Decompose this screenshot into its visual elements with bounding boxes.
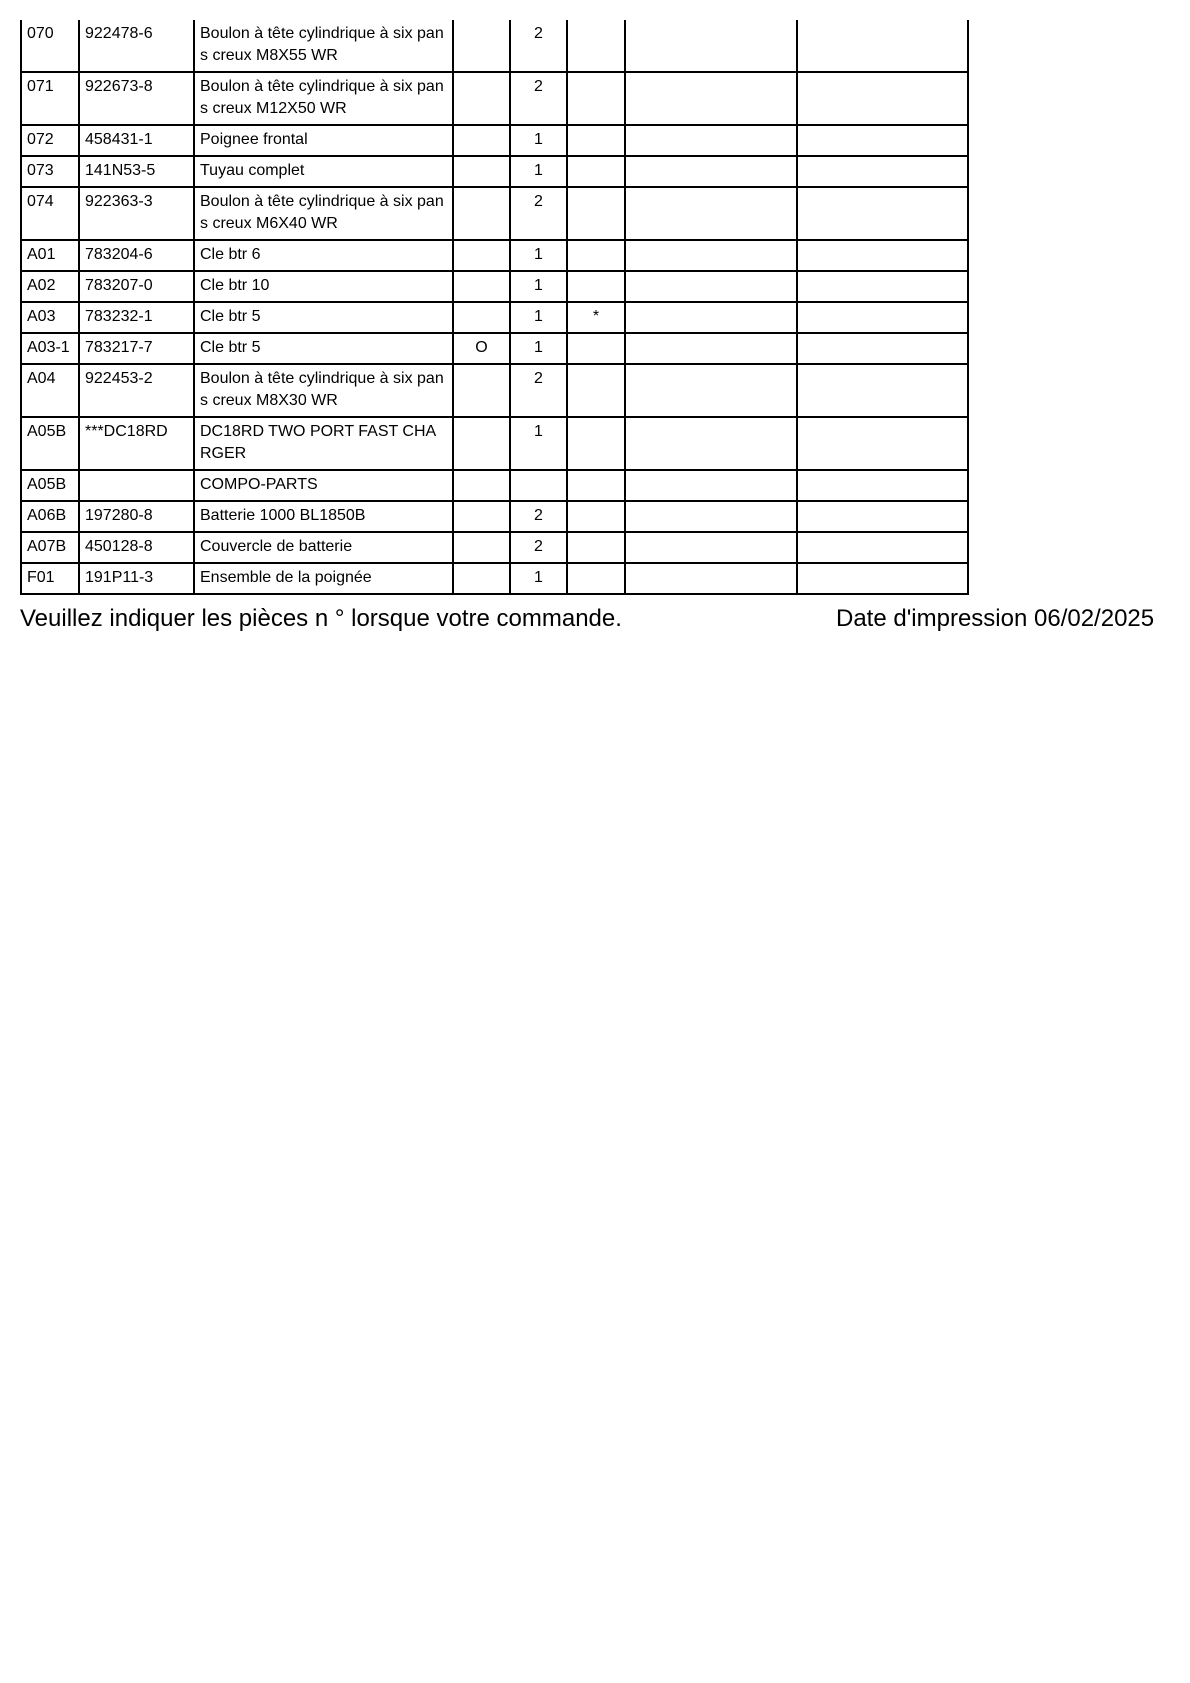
quantity-cell: 2 <box>510 532 567 563</box>
quantity-cell: 1 <box>510 240 567 271</box>
empty-cell <box>625 302 797 333</box>
reference-cell: 783207-0 <box>79 271 194 302</box>
table-row <box>21 187 968 240</box>
table-row <box>21 364 968 417</box>
table-row <box>21 302 968 333</box>
mark-cell <box>453 501 510 532</box>
description-cell: Tuyau complet <box>194 156 453 187</box>
note-cell <box>567 563 625 594</box>
empty-cell <box>625 187 797 240</box>
part-number-cell: 073 <box>21 156 79 187</box>
parts-table-body <box>21 20 968 594</box>
part-number-cell: A01 <box>21 240 79 271</box>
mark-cell <box>453 156 510 187</box>
mark-cell <box>453 20 510 72</box>
quantity-cell: 2 <box>510 501 567 532</box>
description-cell: Cle btr 10 <box>194 271 453 302</box>
part-number-cell: 071 <box>21 72 79 125</box>
part-number-cell: A06B <box>21 501 79 532</box>
description-cell: Batterie 1000 BL1850B <box>194 501 453 532</box>
description-cell: Boulon à tête cylindrique à six pans creux M6X40 WR <box>194 187 453 240</box>
description-cell: Poignee frontal <box>194 125 453 156</box>
empty-cell <box>625 417 797 470</box>
part-number-cell: 072 <box>21 125 79 156</box>
mark-cell <box>453 532 510 563</box>
empty-cell <box>797 563 968 594</box>
mark-cell <box>453 417 510 470</box>
note-cell <box>567 156 625 187</box>
empty-cell <box>625 156 797 187</box>
quantity-cell: 1 <box>510 417 567 470</box>
description-cell: Cle btr 5 <box>194 302 453 333</box>
note-cell <box>567 470 625 501</box>
note-cell <box>567 417 625 470</box>
reference-cell: 783217-7 <box>79 333 194 364</box>
empty-cell <box>797 364 968 417</box>
reference-cell: 922673-8 <box>79 72 194 125</box>
empty-cell <box>797 501 968 532</box>
reference-cell: 922363-3 <box>79 187 194 240</box>
note-cell <box>567 125 625 156</box>
description-cell: Cle btr 5 <box>194 333 453 364</box>
empty-cell <box>625 271 797 302</box>
print-date: Date d'impression 06/02/2025 <box>836 605 1155 632</box>
part-number-cell: A05B <box>21 470 79 501</box>
reference-cell: 783232-1 <box>79 302 194 333</box>
empty-cell <box>625 532 797 563</box>
quantity-cell: 1 <box>510 156 567 187</box>
reference-cell: 458431-1 <box>79 125 194 156</box>
empty-cell <box>797 72 968 125</box>
part-number-cell: A02 <box>21 271 79 302</box>
note-cell <box>567 364 625 417</box>
reference-cell: 191P11-3 <box>79 563 194 594</box>
empty-cell <box>625 125 797 156</box>
mark-cell <box>453 302 510 333</box>
empty-cell <box>797 417 968 470</box>
empty-cell <box>625 364 797 417</box>
quantity-cell: 2 <box>510 187 567 240</box>
description-cell: Couvercle de batterie <box>194 532 453 563</box>
part-number-cell: 074 <box>21 187 79 240</box>
note-cell <box>567 72 625 125</box>
table-row <box>21 532 968 563</box>
empty-cell <box>797 271 968 302</box>
empty-cell <box>797 187 968 240</box>
quantity-cell: 2 <box>510 72 567 125</box>
reference-cell: 450128-8 <box>79 532 194 563</box>
mark-cell <box>453 72 510 125</box>
table-row <box>21 563 968 594</box>
quantity-cell: 1 <box>510 271 567 302</box>
note-cell: * <box>567 302 625 333</box>
reference-cell: 197280-8 <box>79 501 194 532</box>
quantity-cell: 1 <box>510 302 567 333</box>
empty-cell <box>797 156 968 187</box>
empty-cell <box>625 501 797 532</box>
mark-cell: O <box>453 333 510 364</box>
empty-cell <box>797 125 968 156</box>
quantity-cell: 2 <box>510 364 567 417</box>
table-row <box>21 417 968 470</box>
quantity-cell: 1 <box>510 333 567 364</box>
note-cell <box>567 532 625 563</box>
description-cell: Boulon à tête cylindrique à six pans creux M12X50 WR <box>194 72 453 125</box>
empty-cell <box>625 240 797 271</box>
table-row <box>21 271 968 302</box>
table-row <box>21 72 968 125</box>
table-row <box>21 470 968 501</box>
description-cell: Ensemble de la poignée <box>194 563 453 594</box>
part-number-cell: A07B <box>21 532 79 563</box>
empty-cell <box>625 470 797 501</box>
reference-cell: 922478-6 <box>79 20 194 72</box>
note-cell <box>567 271 625 302</box>
empty-cell <box>625 20 797 72</box>
reference-cell: ***DC18RD <box>79 417 194 470</box>
order-instruction: Veuillez indiquer les pièces n ° lorsque votre commande. <box>20 605 622 632</box>
empty-cell <box>625 563 797 594</box>
empty-cell <box>797 333 968 364</box>
mark-cell <box>453 563 510 594</box>
reference-cell: 141N53-5 <box>79 156 194 187</box>
part-number-cell: A04 <box>21 364 79 417</box>
reference-cell <box>79 470 194 501</box>
table-row <box>21 156 968 187</box>
note-cell <box>567 240 625 271</box>
reference-cell: 922453-2 <box>79 364 194 417</box>
table-row <box>21 333 968 364</box>
description-cell: Boulon à tête cylindrique à six pans creux M8X55 WR <box>194 20 453 72</box>
part-number-cell: F01 <box>21 563 79 594</box>
mark-cell <box>453 271 510 302</box>
mark-cell <box>453 125 510 156</box>
mark-cell <box>453 364 510 417</box>
reference-cell: 783204-6 <box>79 240 194 271</box>
description-cell: COMPO-PARTS <box>194 470 453 501</box>
empty-cell <box>797 20 968 72</box>
note-cell <box>567 20 625 72</box>
quantity-cell: 1 <box>510 125 567 156</box>
empty-cell <box>797 240 968 271</box>
mark-cell <box>453 240 510 271</box>
empty-cell <box>625 333 797 364</box>
empty-cell <box>797 302 968 333</box>
quantity-cell <box>510 470 567 501</box>
empty-cell <box>625 72 797 125</box>
empty-cell <box>797 532 968 563</box>
note-cell <box>567 333 625 364</box>
note-cell <box>567 501 625 532</box>
description-cell: Cle btr 6 <box>194 240 453 271</box>
quantity-cell: 1 <box>510 563 567 594</box>
part-number-cell: 070 <box>21 20 79 72</box>
part-number-cell: A03 <box>21 302 79 333</box>
quantity-cell: 2 <box>510 20 567 72</box>
table-row <box>21 20 968 72</box>
part-number-cell: A03-1 <box>21 333 79 364</box>
table-row <box>21 240 968 271</box>
parts-table <box>20 20 969 595</box>
description-cell: Boulon à tête cylindrique à six pans creux M8X30 WR <box>194 364 453 417</box>
mark-cell <box>453 470 510 501</box>
description-cell: DC18RD TWO PORT FAST CHARGER <box>194 417 453 470</box>
empty-cell <box>797 470 968 501</box>
note-cell <box>567 187 625 240</box>
mark-cell <box>453 187 510 240</box>
table-row <box>21 501 968 532</box>
table-row <box>21 125 968 156</box>
part-number-cell: A05B <box>21 417 79 470</box>
